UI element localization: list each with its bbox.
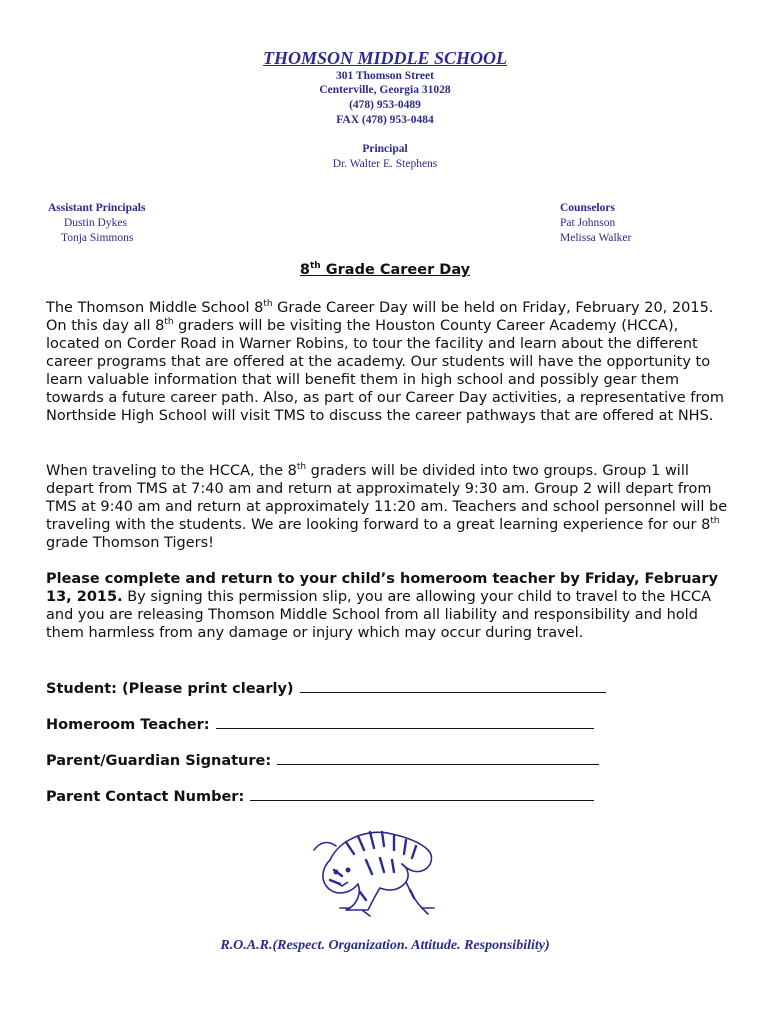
student-field: Student: (Please print clearly) (46, 679, 606, 697)
parent-contact-field: Parent Contact Number: (46, 787, 594, 805)
address-city: Centerville, Georgia 31028 (319, 84, 451, 96)
parent-signature-input-line[interactable] (277, 751, 599, 765)
counselor-name: Melissa Walker (560, 232, 632, 244)
homeroom-teacher-input-line[interactable] (216, 715, 594, 729)
assistant-principal-name: Tonja Simmons (61, 232, 134, 244)
assistant-principals-title: Assistant Principals (48, 202, 146, 214)
school-name: THOMSON MIDDLE SCHOOL (262, 48, 508, 68)
motto: R.O.A.R.(Respect. Organization. Attitude. Responsibility) (220, 938, 550, 953)
parent-signature-field: Parent/Guardian Signature: (46, 751, 599, 769)
page-title: 8th Grade Career Day (299, 261, 471, 278)
counselor-name: Pat Johnson (560, 217, 616, 229)
tiger-mascot-icon (310, 820, 440, 920)
parent-contact-input-line[interactable] (250, 787, 594, 801)
address-street: 301 Thomson Street (336, 70, 434, 82)
principal-name: Dr. Walter E. Stephens (332, 158, 438, 170)
phone: (478) 953-0489 (349, 99, 421, 111)
student-name-input-line[interactable] (300, 679, 606, 693)
homeroom-teacher-field: Homeroom Teacher: (46, 715, 594, 733)
assistant-principal-name: Dustin Dykes (64, 217, 127, 229)
fax: FAX (478) 953-0484 (336, 114, 434, 126)
principal-title: Principal (362, 143, 408, 155)
intro-paragraph: The Thomson Middle School 8th Grade Career Day will be held on Friday, February 20, 2015. On this day all 8th graders will be visiting the Houston County Career Academy (HCCA), located on Corder Road in Warner Robins, to tour the facility and learn about the different career programs that are offered at the academy. Our students will have the opportunity to learn valuable information that will benefit them in high school and possibly gear them towards a future career path. Also, as part of our Career Day activities, a representative from Northside High School will visit TMS to discuss the career pathways that are offered at NHS. (46, 299, 725, 424)
counselors-title: Counselors (560, 202, 615, 214)
travel-paragraph: When traveling to the HCCA, the 8th graders will be divided into two groups. Group 1 will depart from TMS at 7:40 am and return at approximately 9:30 am. Group 2 will depart from TMS at 9:40 am and return at approximately 11:20 am. Teachers and school personnel will be traveling with the students. We are looking forward to a great learning experience for our 8th grade Thomson Tigers! (46, 462, 728, 551)
permission-paragraph: Please complete and return to your child’s homeroom teacher by Friday, February 13, 2015. By signing this permission slip, you are allowing your child to travel to the HCCA and you are releasing Thomson Middle School from all liability and responsibility and hold them harmless from any damage or injury which may occur during travel. (46, 571, 718, 641)
